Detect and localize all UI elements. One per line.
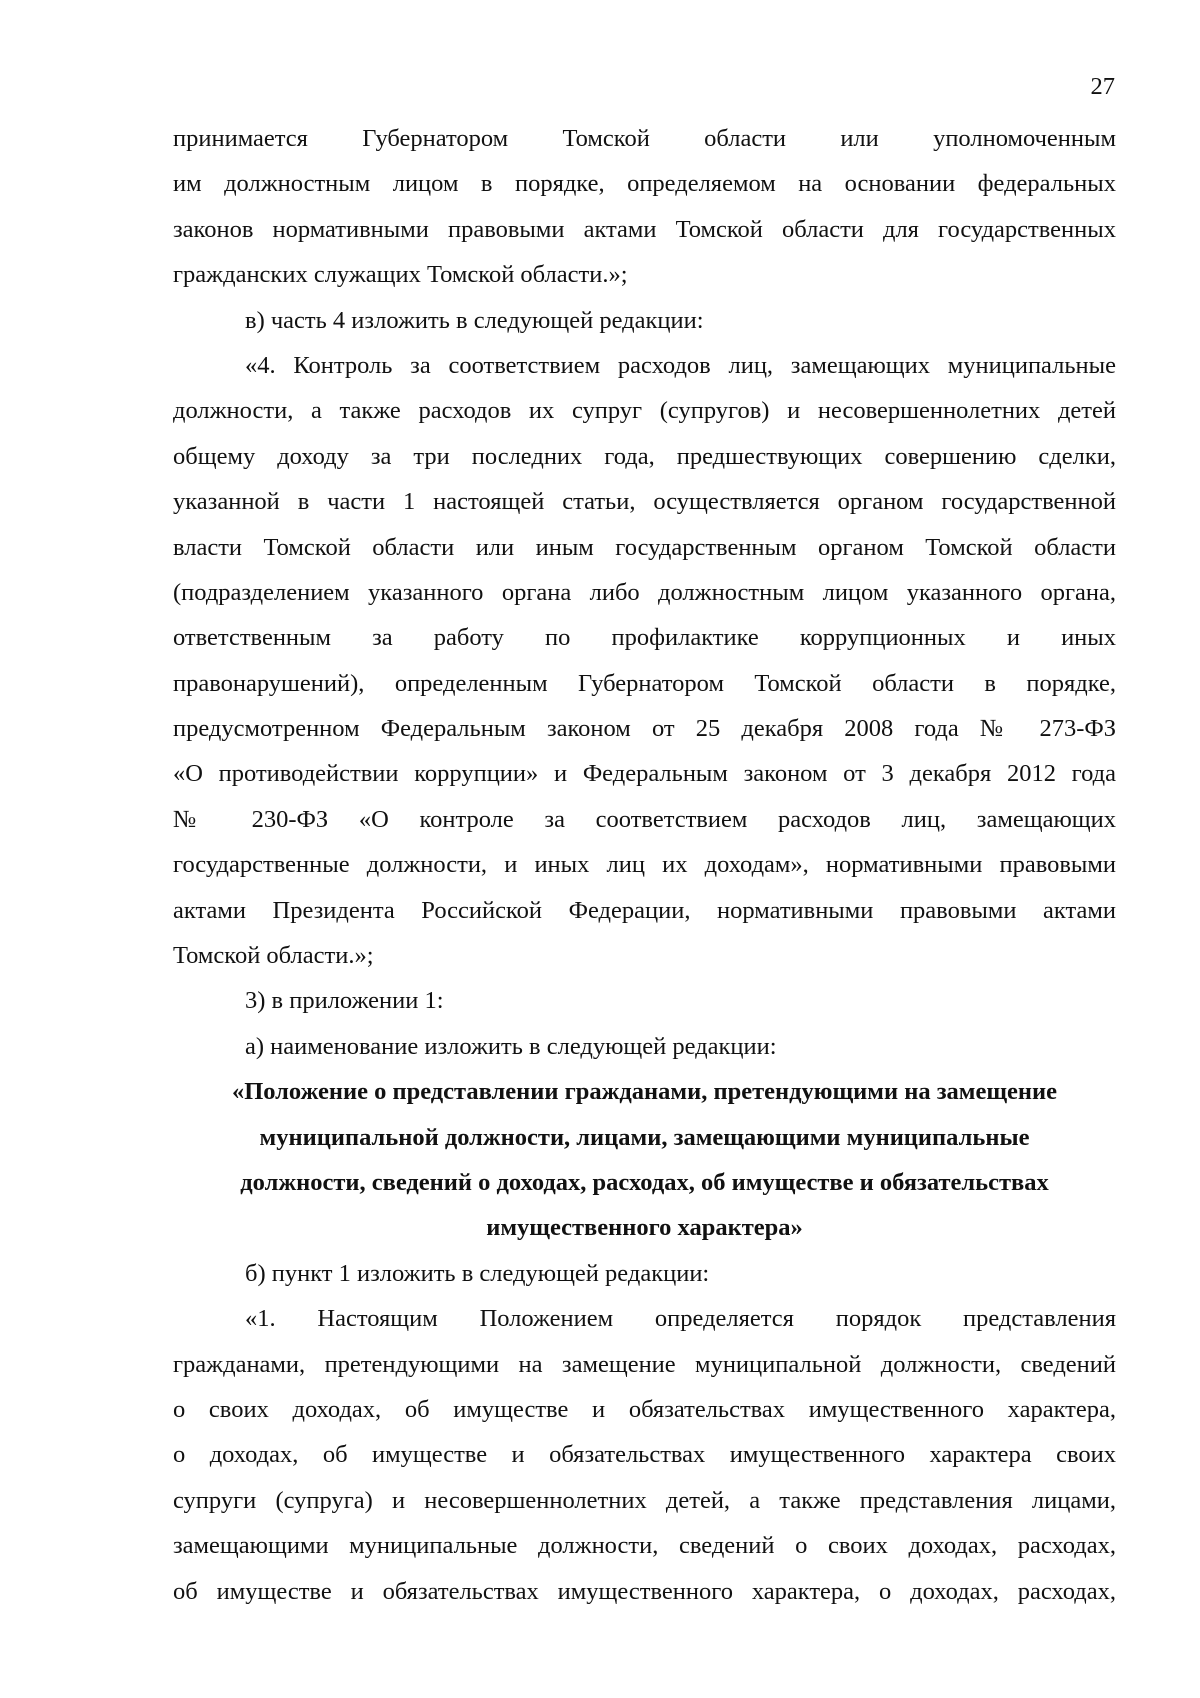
text-line: им должностным лицом в порядке, определяемом на основании федеральных	[173, 170, 1116, 198]
text-line: замещающими муниципальные должности, сведений о своих доходах, расходах,	[173, 1532, 1116, 1560]
text-line: предусмотренном Федеральным законом от 25 декабря 2008 года № 273-ФЗ	[173, 715, 1116, 743]
text-line: ответственным за работу по профилактике коррупционных и иных	[173, 624, 1116, 652]
text-line: должности, а также расходов их супруг (супругов) и несовершеннолетних детей	[173, 397, 1116, 425]
text-line: № 230-ФЗ «О контроле за соответствием расходов лиц, замещающих	[173, 805, 1116, 833]
page-content	[173, 116, 1116, 1614]
list-item-v: в) часть 4 изложить в следующей редакции:	[245, 306, 704, 334]
text-line: «О противодействии коррупции» и Федеральным законом от 3 декабря 2012 года	[173, 760, 1116, 788]
text-line: Томской области.»;	[173, 942, 374, 970]
text-line: (подразделением указанного органа либо должностным лицом указанного органа,	[173, 578, 1116, 606]
text-line: указанной в части 1 настоящей статьи, осуществляется органом государственной	[173, 488, 1116, 516]
text-line: «1. Настоящим Положением определяется порядок представления	[245, 1305, 1116, 1333]
text-line: о своих доходах, об имуществе и обязательствах имущественного характера,	[173, 1395, 1116, 1423]
heading-line: должности, сведений о доходах, расходах, об имуществе и обязательствах	[240, 1168, 1049, 1196]
text-line: гражданских служащих Томской области.»;	[173, 261, 628, 289]
list-item-a: а) наименование изложить в следующей редакции:	[245, 1032, 777, 1060]
heading-line: «Положение о представлении гражданами, претендующими на замещение	[231, 1078, 1058, 1106]
paragraph-continuation	[173, 116, 1116, 298]
text-line: законов нормативными правовыми актами Томской области для государственных	[173, 215, 1116, 243]
text-line: правонарушений), определенным Губернатором Томской области в порядке,	[173, 669, 1116, 697]
text-line: государственные должности, и иных лиц их доходам», нормативными правовыми	[173, 851, 1116, 879]
regulation-title	[173, 1069, 1116, 1251]
paragraph-clause-1	[173, 1296, 1116, 1614]
text-line: принимается Губернатором Томской области или уполномоченным	[173, 125, 1116, 152]
list-item-3: 3) в приложении 1:	[245, 987, 444, 1015]
text-line: гражданами, претендующими на замещение муниципальной должности, сведений	[173, 1350, 1116, 1378]
list-item-b: б) пункт 1 изложить в следующей редакции:	[245, 1259, 710, 1287]
text-line: супруги (супруга) и несовершеннолетних детей, а также представления лицами,	[173, 1486, 1116, 1514]
paragraph-part-4	[173, 343, 1116, 978]
text-line: «4. Контроль за соответствием расходов лиц, замещающих муниципальные	[245, 351, 1116, 379]
text-line: об имуществе и обязательствах имущественного характера, о доходах, расходах,	[173, 1577, 1116, 1605]
text-line: власти Томской области или иным государственным органом Томской области	[173, 533, 1116, 561]
heading-line: имущественного характера»	[486, 1214, 803, 1242]
text-line: актами Президента Российской Федерации, нормативными правовыми актами	[173, 896, 1116, 924]
text-line: о доходах, об имуществе и обязательствах имущественного характера своих	[173, 1441, 1116, 1469]
page-number: 27	[1090, 73, 1115, 100]
heading-line: муниципальной должности, лицами, замещающими муниципальные	[259, 1123, 1030, 1151]
text-line: общему доходу за три последних года, предшествующих совершению сделки,	[173, 442, 1116, 470]
